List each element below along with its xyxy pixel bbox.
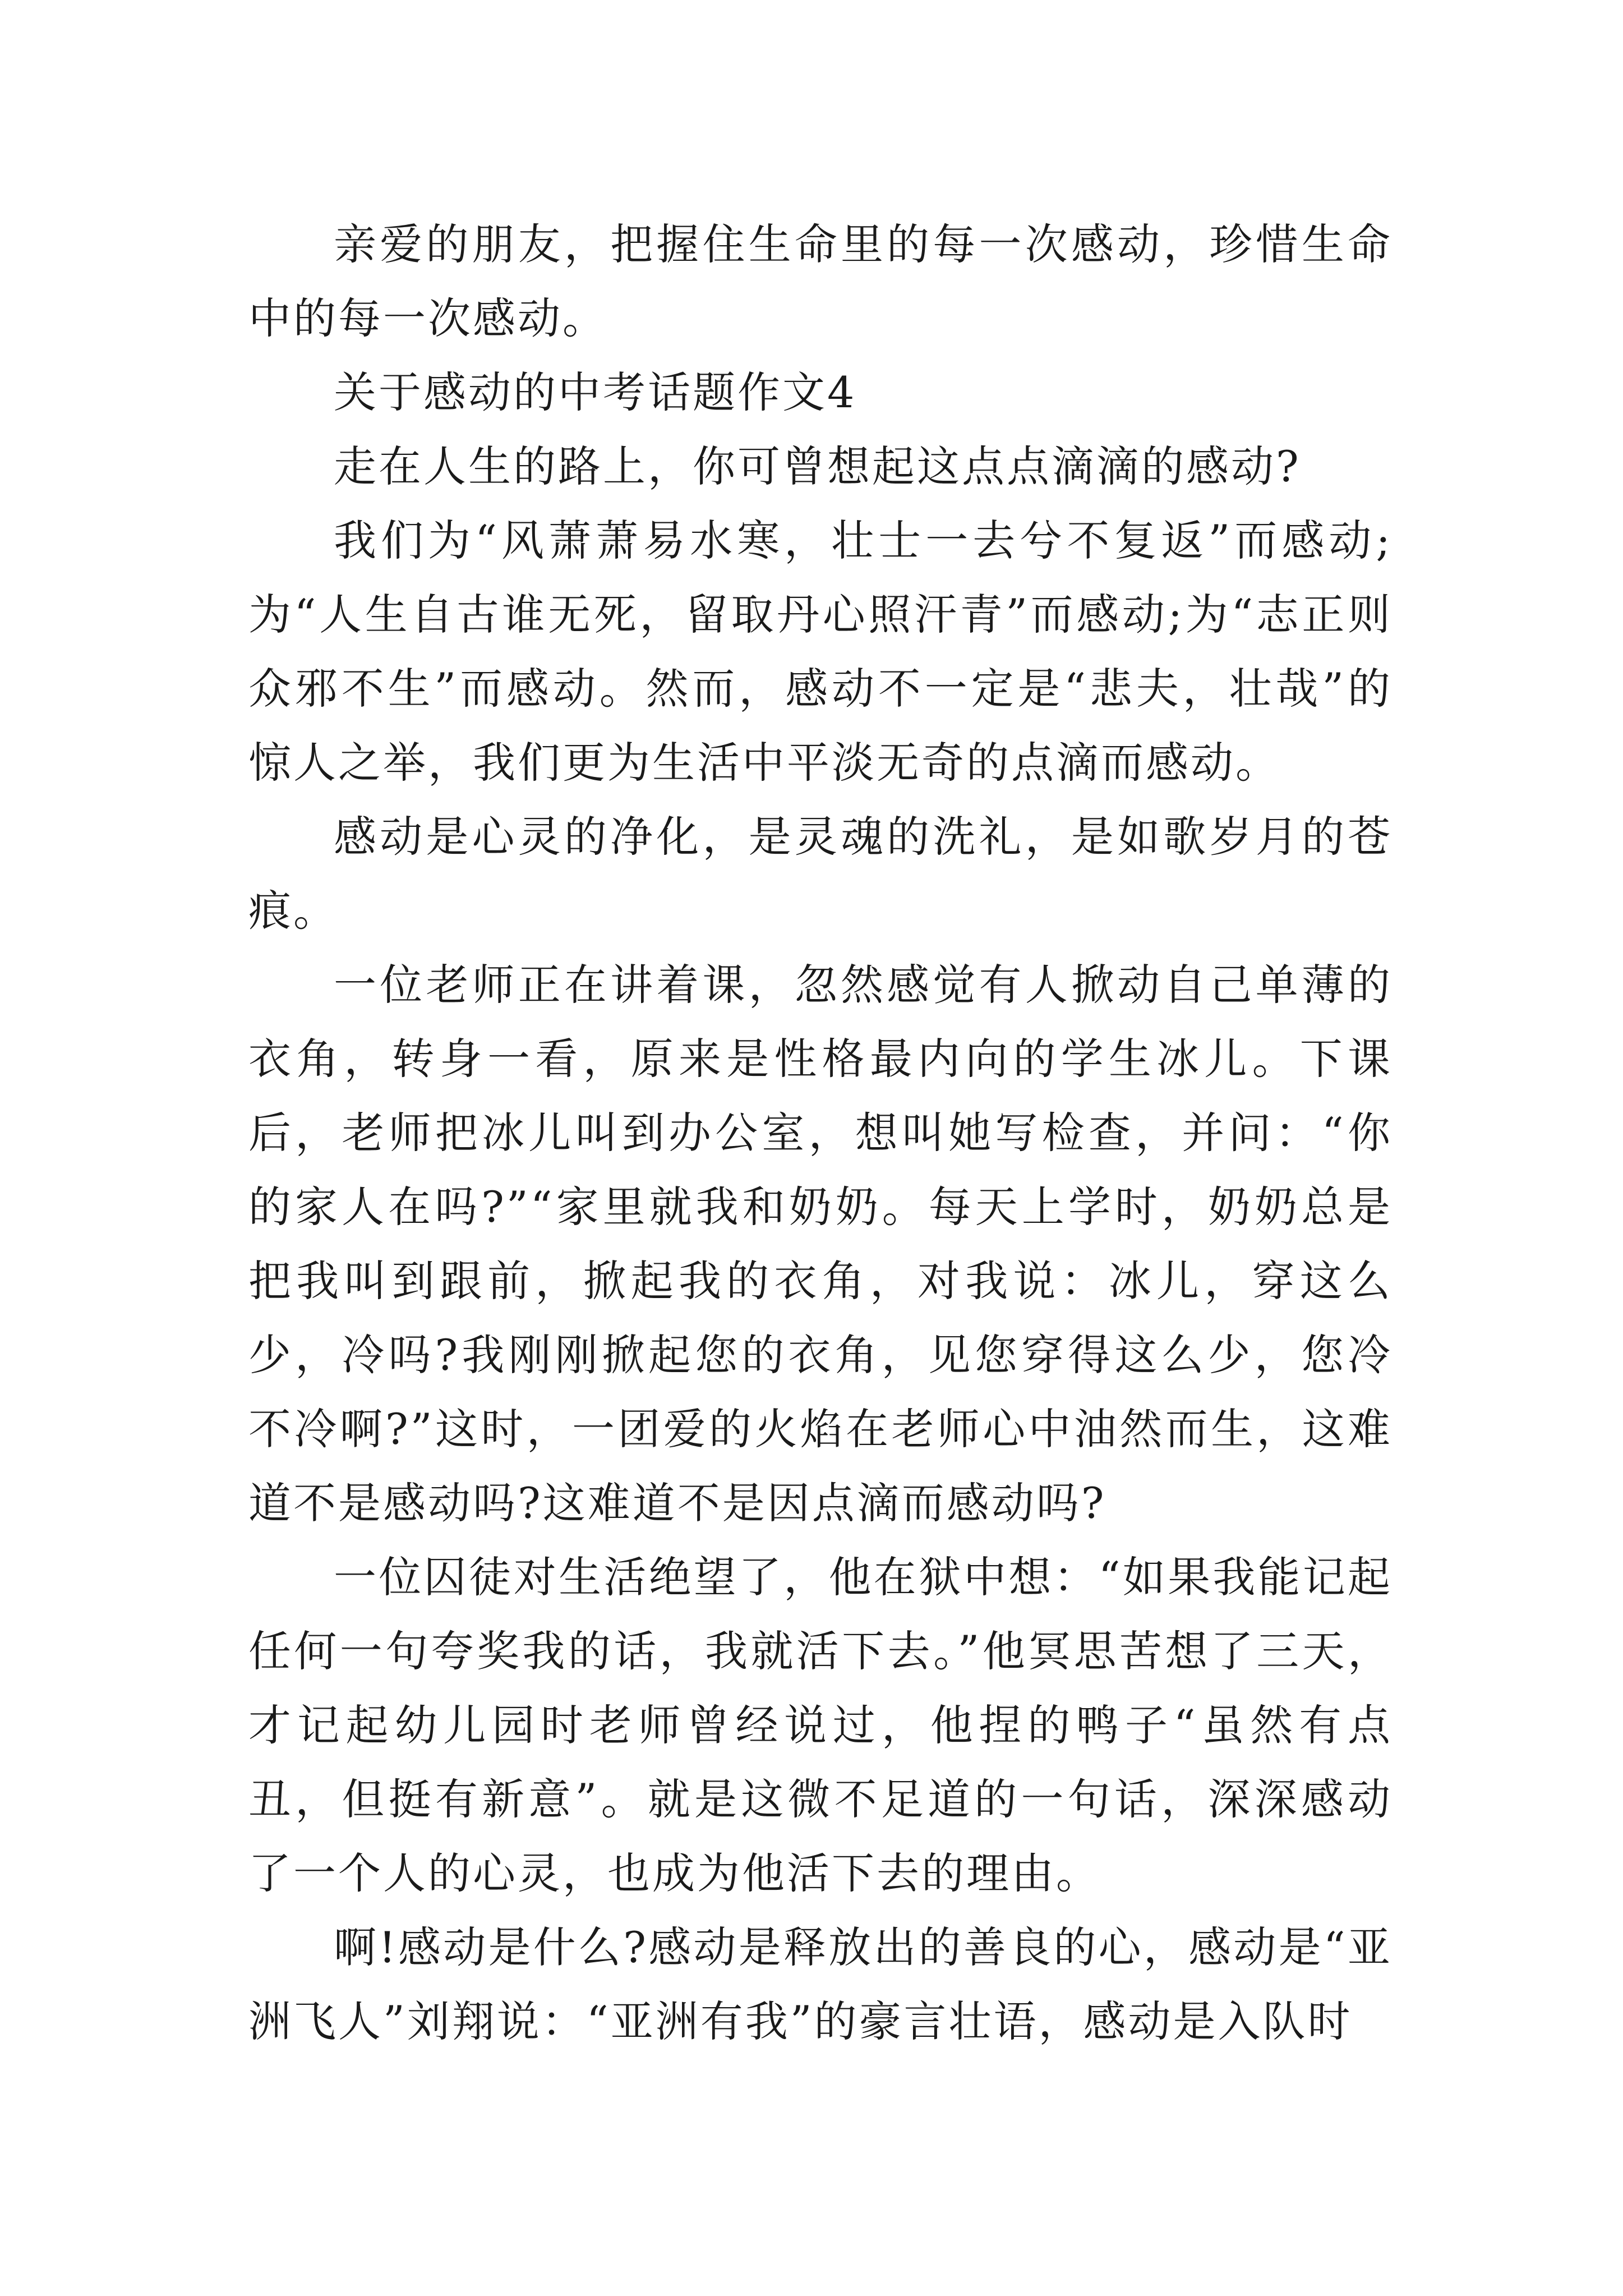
paragraph: 感动是心灵的净化，是灵魂的洗礼，是如歌岁月的苍痕。 — [248, 812, 1393, 936]
section-heading: 关于感动的中考话题作文4 — [334, 367, 857, 417]
paragraph: 啊!感动是什么?感动是释放出的善良的心，感动是“亚洲飞人”刘翔说：“亚洲有我”的豪言壮语，感动是入队时 — [248, 1922, 1393, 2046]
paragraph: 走在人生的路上，你可曾想起这点点滴滴的感动? — [334, 441, 1301, 491]
paragraph: 亲爱的朋友，把握住生命里的每一次感动，珍惜生命中的每一次感动。 — [248, 219, 1393, 343]
paragraph: 一位囚徒对生活绝望了，他在狱中想：“如果我能记起任何一句夸奖我的话，我就活下去。”他冥思苦想了三天，才记起幼儿园时老师曾经说过，他捏的鸭子“虽然有点丑，但挺有新意”。就是这微不足道的一句话，深深感动了一个人的心灵，也成为他活下去的理由。 — [248, 1552, 1393, 1898]
document-body — [248, 208, 1393, 2059]
paragraph: 我们为“风萧萧易水寒，壮士一去兮不复返”而感动;为“人生自古谁无死，留取丹心照汗青”而感动;为“志正则众邪不生”而感动。然而，感动不一定是“悲夫，壮哉”的惊人之举，我们更为生活中平淡无奇的点滴而感动。 — [248, 516, 1393, 788]
paragraph: 一位老师正在讲着课，忽然感觉有人掀动自己单薄的衣角，转身一看，原来是性格最内向的学生冰儿。下课后，老师把冰儿叫到办公室，想叫她写检查，并问：“你的家人在吗?”“家里就我和奶奶。每天上学时，奶奶总是把我叫到跟前，掀起我的衣角，对我说：冰儿，穿这么少，冷吗?我刚刚掀起您的衣角，见您穿得这么少，您冷不冷啊?”这时，一团爱的火焰在老师心中油然而生，这难道不是感动吗?这难道不是因点滴而感动吗? — [248, 960, 1393, 1528]
